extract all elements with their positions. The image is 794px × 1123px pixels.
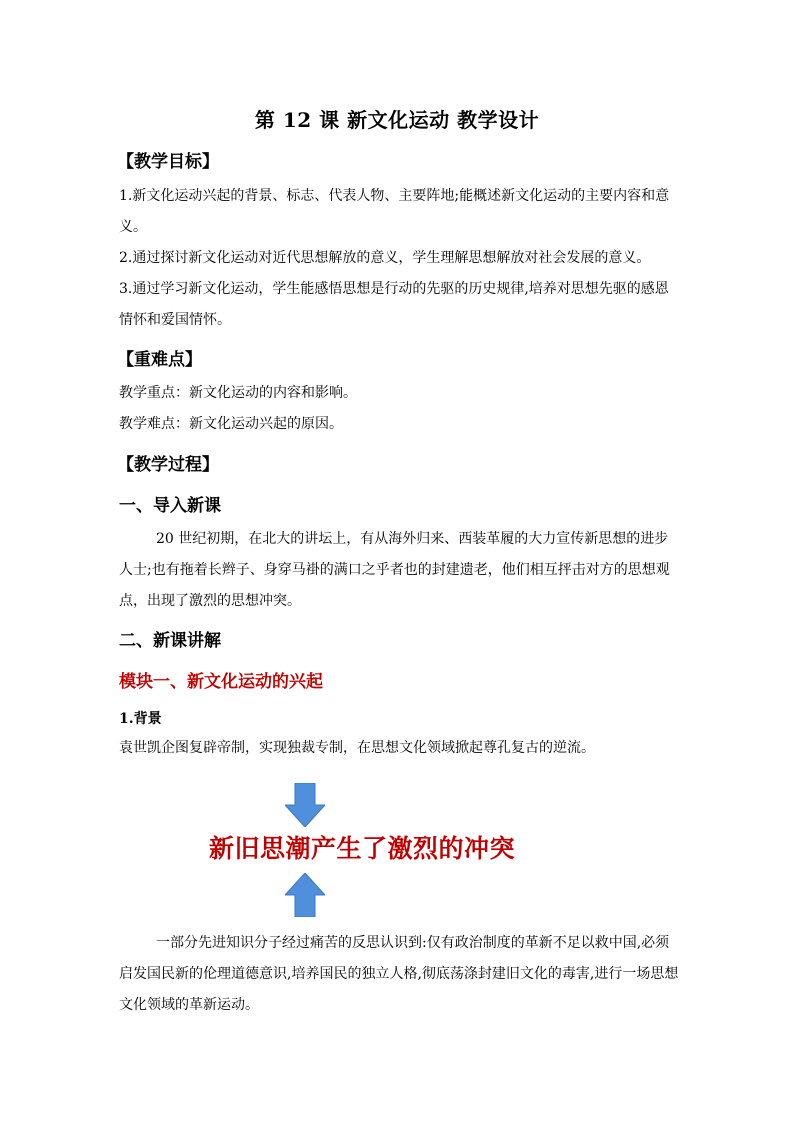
teaching-difficulty: 教学难点：新文化运动兴起的原因。 bbox=[119, 416, 343, 432]
page-title: 第 12 课 新文化运动 教学设计 bbox=[254, 108, 540, 132]
objective-item-2: 2.通过探讨新文化运动对近代思想解放的意义，学生理解思想解放对社会发展的意义。 bbox=[119, 250, 651, 266]
reflection-paragraph: 一部分先进知识分子经过痛苦的反思认识到:仅有政治制度的革新不足以救中国,必须启发国民新的伦理道德意识,培养国民的独立人格,彻底荡涤封建旧文化的毒害,进行一场思想文化领域的革新运动。 bbox=[119, 935, 679, 1013]
background-paragraph: 袁世凯企图复辟帝制，实现独裁专制，在思想文化领域掀起尊孔复古的逆流。 bbox=[119, 740, 595, 756]
intro-paragraph: 20 世纪初期，在北大的讲坛上，有从海外归来、西装革履的大力宣传新思想的进步人士;也有拖着长辫子、身穿马褂的满口之乎者也的封建遗老，他们相互抨击对方的思想观点，出现了激烈的思想冲突。 bbox=[119, 531, 670, 609]
intro-heading: 一、导入新课 bbox=[119, 496, 221, 516]
objective-item-3: 3.通过学习新文化运动，学生能感悟思想是行动的先驱的历史规律,培养对思想先驱的感恩情怀和爱国情怀。 bbox=[119, 281, 669, 328]
objective-item-1: 1.新文化运动兴起的背景、标志、代表人物、主要阵地;能概述新文化运动的主要内容和意义。 bbox=[119, 188, 670, 235]
lecture-heading: 二、新课讲解 bbox=[119, 631, 221, 651]
objectives-heading: 【教学目标】 bbox=[117, 152, 219, 172]
conflict-banner: 新旧思潮产生了激烈的冲突 bbox=[208, 834, 515, 863]
teaching-focus: 教学重点：新文化运动的内容和影响。 bbox=[119, 385, 357, 401]
process-heading: 【教学过程】 bbox=[117, 455, 219, 475]
arrow-up-icon bbox=[285, 873, 325, 917]
module-one-heading: 模块一、新文化运动的兴起 bbox=[119, 672, 323, 692]
key-points-heading: 【重难点】 bbox=[117, 350, 202, 370]
arrow-down-icon bbox=[285, 783, 325, 827]
background-heading: 1.背景 bbox=[119, 711, 162, 727]
